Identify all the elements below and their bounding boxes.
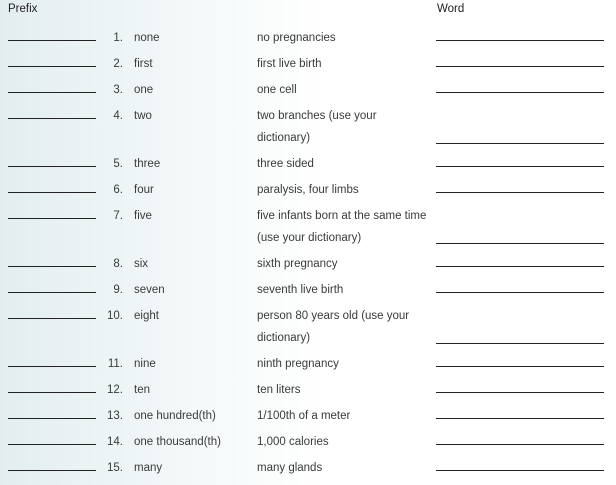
item-term: four — [134, 184, 154, 196]
exercise-row — [0, 349, 616, 375]
item-term: three — [134, 158, 161, 170]
item-term: nine — [134, 358, 156, 370]
item-term: one thousand(th) — [134, 436, 221, 448]
exercise-row — [0, 249, 616, 275]
word-answer-blank[interactable] — [436, 143, 604, 144]
item-number: 2. — [113, 58, 123, 70]
exercise-row — [0, 427, 616, 453]
item-description: 1,000 calories — [257, 436, 329, 448]
item-number: 1. — [113, 32, 123, 44]
prefix-answer-blank[interactable] — [8, 444, 96, 445]
item-number: 7. — [113, 210, 123, 222]
item-number: 5. — [113, 158, 123, 170]
item-description: two branches (use your dictionary) — [257, 110, 377, 144]
item-term: two — [134, 110, 152, 122]
exercise-row — [0, 375, 616, 401]
item-number: 13. — [107, 410, 123, 422]
item-term: many — [134, 462, 163, 474]
prefix-answer-blank[interactable] — [8, 418, 96, 419]
word-answer-blank[interactable] — [436, 292, 604, 293]
word-answer-blank[interactable] — [436, 66, 604, 67]
exercise-row — [0, 201, 616, 249]
exercise-row — [0, 23, 616, 49]
exercise-row — [0, 275, 616, 301]
item-number: 6. — [113, 184, 123, 196]
item-description: one cell — [257, 84, 297, 96]
item-term: first — [134, 58, 153, 70]
exercise-row — [0, 75, 616, 101]
word-answer-blank[interactable] — [436, 92, 604, 93]
prefix-answer-blank[interactable] — [8, 318, 96, 319]
exercise-row — [0, 149, 616, 175]
word-answer-blank[interactable] — [436, 166, 604, 167]
exercise-row — [0, 175, 616, 201]
word-answer-blank[interactable] — [436, 366, 604, 367]
exercise-row — [0, 401, 616, 427]
prefix-answer-blank[interactable] — [8, 392, 96, 393]
item-term: five — [134, 210, 152, 222]
exercise-row — [0, 453, 616, 479]
item-description: five infants born at the same time (use your dictionary) — [257, 210, 427, 244]
item-description: ten liters — [257, 384, 301, 396]
word-answer-blank[interactable] — [436, 418, 604, 419]
exercise-row — [0, 49, 616, 75]
item-description: seventh live birth — [257, 284, 344, 296]
item-number: 15. — [107, 462, 123, 474]
prefix-answer-blank[interactable] — [8, 40, 96, 41]
prefix-answer-blank[interactable] — [8, 292, 96, 293]
prefix-answer-blank[interactable] — [8, 218, 96, 219]
item-description: three sided — [257, 158, 314, 170]
exercise-row — [0, 301, 616, 349]
exercise-list — [0, 23, 616, 479]
item-description: first live birth — [257, 58, 322, 70]
item-term: eight — [134, 310, 159, 322]
word-answer-blank[interactable] — [436, 343, 604, 344]
item-term: none — [134, 32, 160, 44]
prefix-answer-blank[interactable] — [8, 66, 96, 67]
item-number: 9. — [113, 284, 123, 296]
prefix-answer-blank[interactable] — [8, 192, 96, 193]
item-description: sixth pregnancy — [257, 258, 338, 270]
prefix-answer-blank[interactable] — [8, 92, 96, 93]
item-number: 3. — [113, 84, 123, 96]
prefix-answer-blank[interactable] — [8, 166, 96, 167]
item-description: 1/100th of a meter — [257, 410, 351, 422]
item-description: ninth pregnancy — [257, 358, 339, 370]
word-answer-blank[interactable] — [436, 470, 604, 471]
item-number: 4. — [113, 110, 123, 122]
word-answer-blank[interactable] — [436, 392, 604, 393]
word-header: Word — [437, 3, 465, 15]
item-term: seven — [134, 284, 165, 296]
prefix-answer-blank[interactable] — [8, 266, 96, 267]
item-description: paralysis, four limbs — [257, 184, 359, 196]
item-term: one — [134, 84, 154, 96]
word-answer-blank[interactable] — [436, 243, 604, 244]
prefix-answer-blank[interactable] — [8, 366, 96, 367]
item-term: ten — [134, 384, 150, 396]
item-description: person 80 years old (use your dictionary) — [257, 310, 410, 344]
item-number: 14. — [107, 436, 123, 448]
item-term: one hundred(th) — [134, 410, 216, 422]
item-description: many glands — [257, 462, 323, 474]
item-term: six — [134, 258, 149, 270]
word-answer-blank[interactable] — [436, 266, 604, 267]
prefix-answer-blank[interactable] — [8, 118, 96, 119]
word-answer-blank[interactable] — [436, 192, 604, 193]
exercise-row — [0, 101, 616, 149]
item-number: 12. — [107, 384, 123, 396]
prefix-header: Prefix — [8, 3, 38, 15]
prefix-answer-blank[interactable] — [8, 470, 96, 471]
item-number: 11. — [107, 358, 123, 370]
word-answer-blank[interactable] — [436, 40, 604, 41]
item-number: 10. — [107, 310, 123, 322]
item-description: no pregnancies — [257, 32, 336, 44]
item-number: 8. — [113, 258, 123, 270]
word-answer-blank[interactable] — [436, 444, 604, 445]
